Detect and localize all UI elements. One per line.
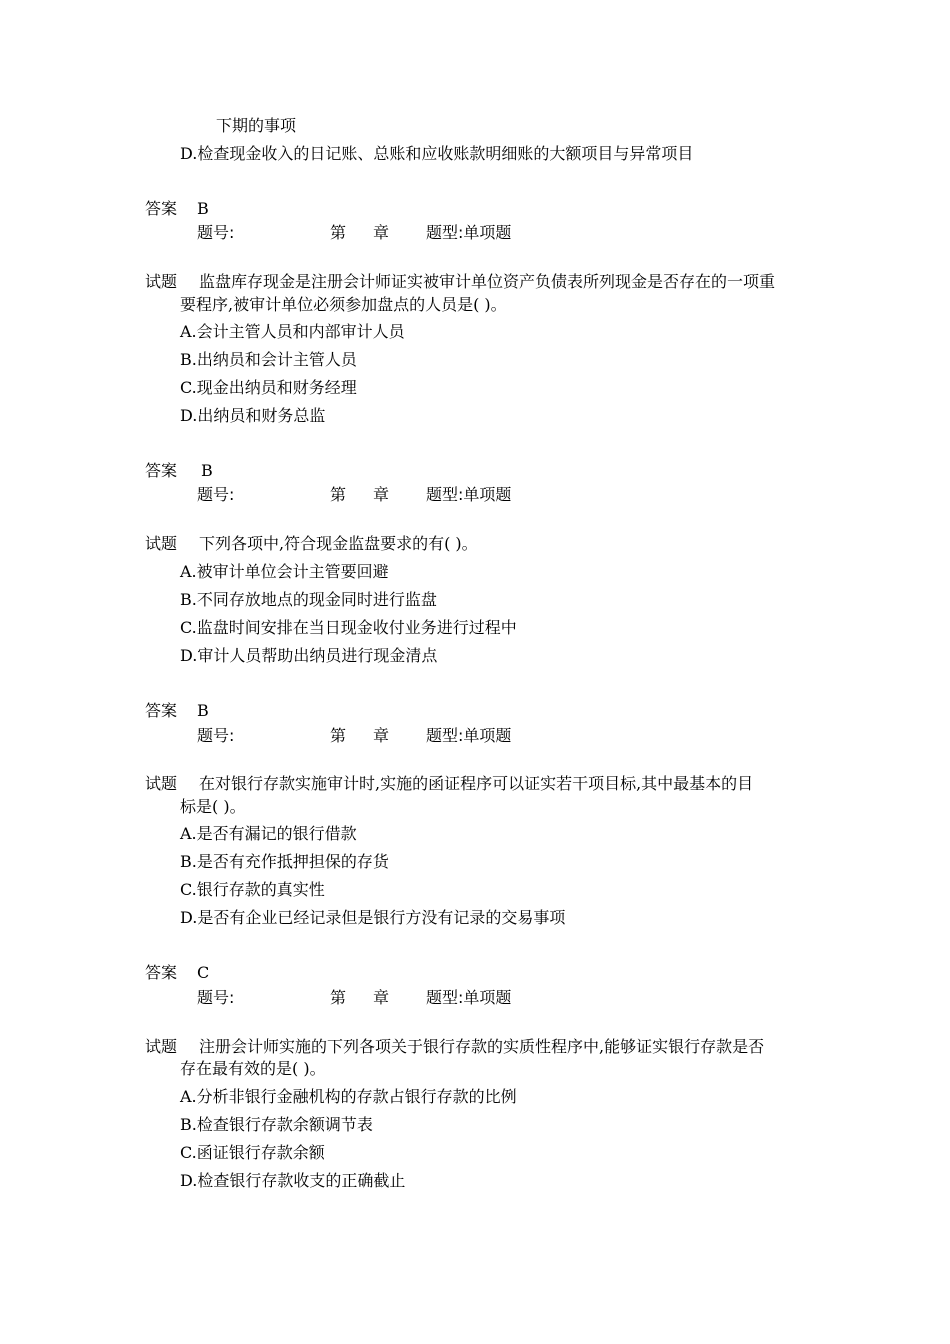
option-c: C.监盘时间安排在当日现金收付业务进行过程中 — [180, 618, 517, 637]
question-label: 试题 — [145, 272, 178, 291]
question-meta — [197, 223, 597, 243]
chapter-zhang: 章 — [373, 726, 390, 745]
continuation-line: 下期的事项 — [216, 116, 297, 135]
option-a: A.会计主管人员和内部审计人员 — [180, 322, 405, 341]
question-label: 试题 — [145, 1037, 178, 1056]
answer-label: 答案 — [145, 963, 178, 982]
chapter-zhang: 章 — [373, 223, 390, 242]
answer-label: 答案 — [145, 461, 178, 480]
type-label: 题型:单项题 — [426, 726, 512, 745]
chapter-di: 第 — [330, 485, 347, 504]
answer-value: B — [197, 701, 209, 720]
option-b: B.检查银行存款余额调节表 — [180, 1115, 373, 1134]
answer-value: C — [197, 963, 210, 982]
option-b: B.是否有充作抵押担保的存货 — [180, 852, 389, 871]
number-label: 题号: — [197, 485, 235, 504]
option-b: B.不同存放地点的现金同时进行监盘 — [180, 590, 437, 609]
question-text: 在对银行存款实施审计时,实施的函证程序可以证实若干项目标,其中最基本的目 — [199, 774, 754, 793]
chapter-zhang: 章 — [373, 988, 390, 1007]
chapter-di: 第 — [330, 726, 347, 745]
question-label: 试题 — [145, 534, 178, 553]
number-label: 题号: — [197, 223, 235, 242]
option-a: A.是否有漏记的银行借款 — [180, 824, 357, 843]
answer-value: B — [197, 199, 209, 218]
option-d: D.检查银行存款收支的正确截止 — [180, 1171, 406, 1190]
continuation-option-d: D.检查现金收入的日记账、总账和应收账款明细账的大额项目与异常项目 — [180, 144, 694, 163]
answer-label: 答案 — [145, 199, 178, 218]
question-meta — [197, 726, 597, 746]
question-text-cont: 存在最有效的是( )。 — [180, 1059, 326, 1078]
option-d: D.审计人员帮助出纳员进行现金清点 — [180, 646, 438, 665]
option-a: A.被审计单位会计主管要回避 — [180, 562, 389, 581]
number-label: 题号: — [197, 988, 235, 1007]
option-d: D.是否有企业已经记录但是银行方没有记录的交易事项 — [180, 908, 566, 927]
option-c: C.银行存款的真实性 — [180, 880, 325, 899]
chapter-di: 第 — [330, 223, 347, 242]
question-label: 试题 — [145, 774, 178, 793]
type-label: 题型:单项题 — [426, 988, 512, 1007]
question-text-cont: 要程序,被审计单位必须参加盘点的人员是( )。 — [180, 295, 507, 314]
question-text: 注册会计师实施的下列各项关于银行存款的实质性程序中,能够证实银行存款是否 — [199, 1037, 765, 1056]
option-c: C.现金出纳员和财务经理 — [180, 378, 357, 397]
answer-label: 答案 — [145, 701, 178, 720]
option-b: B.出纳员和会计主管人员 — [180, 350, 357, 369]
question-text: 监盘库存现金是注册会计师证实被审计单位资产负债表所列现金是否存在的一项重 — [199, 272, 776, 291]
type-label: 题型:单项题 — [426, 223, 512, 242]
chapter-di: 第 — [330, 988, 347, 1007]
option-c: C.函证银行存款余额 — [180, 1143, 325, 1162]
chapter-zhang: 章 — [373, 485, 390, 504]
answer-value: B — [201, 461, 213, 480]
question-meta — [197, 988, 597, 1008]
number-label: 题号: — [197, 726, 235, 745]
option-d: D.出纳员和财务总监 — [180, 406, 326, 425]
type-label: 题型:单项题 — [426, 485, 512, 504]
question-text: 下列各项中,符合现金监盘要求的有( )。 — [199, 534, 478, 553]
question-text-cont: 标是( )。 — [180, 797, 246, 816]
question-meta — [197, 485, 597, 505]
option-a: A.分析非银行金融机构的存款占银行存款的比例 — [180, 1087, 517, 1106]
